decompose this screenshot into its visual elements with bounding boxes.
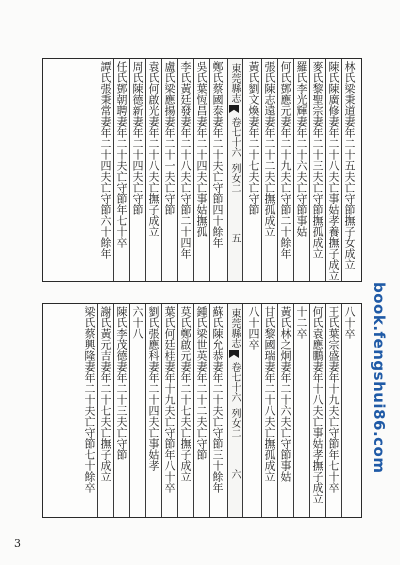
- fold-margin: [227, 59, 243, 281]
- column-rule: [277, 304, 278, 517]
- column-rule: [261, 304, 262, 517]
- fold-margin: [227, 304, 243, 517]
- margin-section: 列女二: [229, 408, 240, 438]
- text-column: 十二卒: [295, 306, 308, 339]
- fishtail-mark-icon: [229, 105, 239, 113]
- text-column: 陳氏李茂德妻年二十三夫亡守節: [115, 306, 128, 460]
- column-rule: [341, 304, 342, 517]
- text-block-upper: [42, 58, 362, 282]
- text-column: 莫氏鄭啟元妻年二十七夫亡撫子成立: [179, 306, 192, 482]
- text-column: 何氏袁應鵬妻年十八夫亡事姑孝撫子成立: [311, 306, 324, 504]
- watermark-text: book.fengshui86.com: [370, 282, 388, 474]
- text-column: 王氏葉宗盛妻年十九夫亡守節年七十卒: [327, 306, 340, 493]
- column-rule: [261, 59, 262, 281]
- column-rule: [341, 59, 342, 281]
- column-rule: [129, 304, 130, 517]
- text-column: 李氏黃廷發妻年二十八夫亡守節二十四年: [179, 61, 192, 259]
- column-rule: [277, 59, 278, 281]
- text-column: 黃氏劉文煥妻年二十七夫亡守節: [247, 61, 260, 215]
- column-rule: [161, 59, 162, 281]
- column-rule: [177, 59, 178, 281]
- text-column: 盧氏梁應揚妻年二十一夫亡守節: [163, 61, 176, 215]
- margin-volume: 卷七十六: [229, 117, 240, 157]
- text-column: 葉氏何廷桂妻年十九夫亡守節年八十卒: [163, 306, 176, 493]
- text-column: 八十四卒: [247, 306, 260, 350]
- text-column: 羅氏李光輝妻年二十六夫亡守節事姑: [295, 61, 308, 237]
- text-column: 鍾氏梁世英妻年二十二夫亡守節: [195, 306, 208, 460]
- text-column: 劉氏張應科妻年二十四夫亡事姑孝: [147, 306, 160, 471]
- margin-page-number: 五: [229, 233, 240, 243]
- text-column: 譚氏張秉常妻年二十四夫亡守節六十餘年: [99, 61, 112, 259]
- column-rule: [309, 304, 310, 517]
- text-column: 麥氏黎聖宗妻年二十三夫亡守節撫孤成立: [311, 61, 324, 259]
- text-column: 張氏陳志遠妻年二十二夫亡撫孤成立: [263, 61, 276, 237]
- column-rule: [161, 304, 162, 517]
- column-rule: [145, 304, 146, 517]
- column-rule: [113, 304, 114, 517]
- text-column: 何氏鄧應元妻年二十九夫亡守節二十餘年: [279, 61, 292, 259]
- text-column: 黃氏林之炯妻年二十六夫亡守節事姑: [279, 306, 292, 482]
- margin-page-number: 六: [229, 469, 240, 479]
- column-rule: [325, 59, 326, 281]
- column-rule: [293, 304, 294, 517]
- text-column: 六十八: [131, 306, 144, 339]
- text-column: 任氏鄧朝聘妻年二十夫亡守節年七十卒: [115, 61, 128, 248]
- column-rule: [309, 59, 310, 281]
- column-rule: [129, 59, 130, 281]
- text-column: 林氏梁秉道妻年二十五夫亡守節撫子女成立: [343, 61, 356, 270]
- column-rule: [193, 59, 194, 281]
- column-rule: [293, 59, 294, 281]
- column-rule: [193, 304, 194, 517]
- text-column: 吳氏葉恆昌妻年二十四夫亡事姑撫孤: [195, 61, 208, 237]
- text-column: 梁氏蔡興隆妻年二十夫亡守節七十餘卒: [83, 306, 96, 493]
- column-rule: [209, 59, 210, 281]
- margin-title: 東莞縣志: [229, 308, 240, 348]
- column-rule: [177, 304, 178, 517]
- column-rule: [113, 59, 114, 281]
- margin-section: 列女二: [229, 163, 240, 193]
- text-column: 甘氏黎國瑞妻年二十八夫亡撫孤成立: [263, 306, 276, 482]
- text-block-lower: [42, 303, 362, 518]
- text-column: 袁氏何啟光妻年二十八夫亡撫子成立: [147, 61, 160, 237]
- text-column: 八十卒: [343, 306, 356, 339]
- margin-volume: 卷七十六: [229, 362, 240, 402]
- text-column: 陳氏陳廣修妻年二十八夫亡事姑孝養撫子成立: [327, 61, 340, 281]
- column-rule: [97, 304, 98, 517]
- text-column: 周氏陳德新妻年二十四夫亡守節: [131, 61, 144, 215]
- text-column: 謝氏黃元吉妻年二十七夫亡撫子成立: [99, 306, 112, 482]
- fishtail-mark-icon: [229, 350, 239, 358]
- column-rule: [145, 59, 146, 281]
- column-rule: [325, 304, 326, 517]
- margin-title: 東莞縣志: [229, 63, 240, 103]
- page-number: 3: [14, 537, 21, 550]
- text-column: 鄭氏蔡國泰妻年二十夫亡守節四十餘年: [211, 61, 224, 248]
- text-column: 蘇氏陳允恭妻年二十夫亡守節三十餘年: [211, 306, 224, 493]
- column-rule: [209, 304, 210, 517]
